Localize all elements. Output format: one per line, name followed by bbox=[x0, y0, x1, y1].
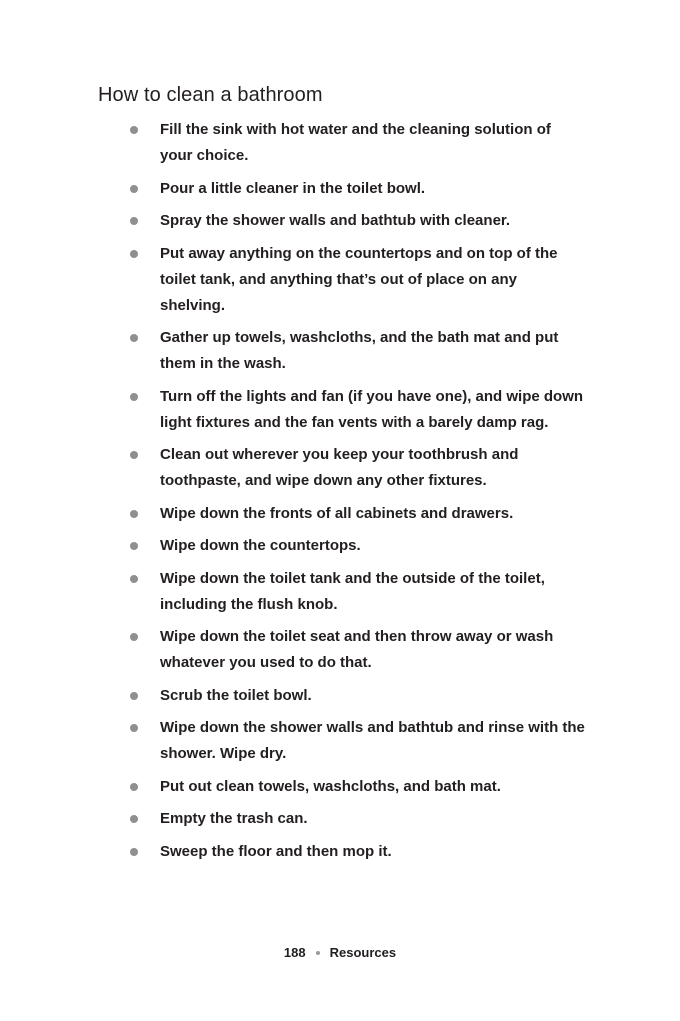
list-item bbox=[160, 839, 585, 865]
bullet-dot bbox=[130, 633, 138, 641]
list-item bbox=[160, 442, 585, 494]
page-footer bbox=[0, 943, 680, 963]
bullet-dot bbox=[130, 185, 138, 193]
list-item bbox=[160, 208, 585, 234]
list-item-text: Wipe down the toilet tank and the outside of the toilet, including the flush knob. bbox=[160, 569, 545, 613]
list-item bbox=[160, 241, 585, 319]
list-item-text: Put away anything on the countertops and on top of the toilet tank, and anything that’s out of place on any shelving. bbox=[160, 244, 558, 314]
bullet-dot bbox=[130, 815, 138, 823]
page-title: How to clean a bathroom bbox=[98, 84, 323, 106]
list-item-text: Clean out wherever you keep your toothbrush and toothpaste, and wipe down any other fixtures. bbox=[160, 446, 519, 489]
bullet-dot bbox=[130, 783, 138, 791]
bullet-dot bbox=[130, 334, 138, 342]
bullet-dot bbox=[130, 510, 138, 518]
list-item bbox=[160, 176, 585, 202]
list-item-text: Sweep the floor and then mop it. bbox=[160, 842, 392, 860]
page-number: 188 bbox=[283, 945, 306, 960]
bullet-dot bbox=[130, 250, 138, 258]
list-item bbox=[160, 325, 585, 377]
list-item bbox=[160, 566, 585, 618]
list-item bbox=[160, 774, 585, 800]
bullet-dot bbox=[130, 692, 138, 700]
list-item-text: Fill the sink with hot water and the cleaning solution of your choice. bbox=[160, 121, 551, 164]
list-item bbox=[160, 117, 585, 169]
list-item-text: Pour a little cleaner in the toilet bowl. bbox=[160, 179, 426, 197]
list-item bbox=[160, 683, 585, 709]
list-item-text: Wipe down the toilet seat and then throw away or wash whatever you used to do that. bbox=[160, 628, 554, 671]
bullet-dot bbox=[130, 393, 138, 401]
bullet-dot bbox=[130, 451, 138, 459]
list-item-text: Put out clean towels, washcloths, and bath mat. bbox=[160, 777, 501, 795]
list-item bbox=[160, 715, 585, 767]
list-item-text: Spray the shower walls and bathtub with cleaner. bbox=[160, 212, 511, 229]
bullet-dot bbox=[130, 217, 138, 225]
bullet-dot bbox=[130, 575, 138, 583]
list-item bbox=[160, 501, 585, 527]
cleaning-steps-list bbox=[160, 117, 585, 871]
list-item-text: Turn off the lights and fan (if you have one), and wipe down light fixtures and the fan vents with a barely damp rag. bbox=[160, 387, 584, 431]
bullet-dot bbox=[130, 542, 138, 550]
bullet-dot bbox=[130, 848, 138, 856]
list-item bbox=[160, 806, 585, 832]
list-item-text: Wipe down the shower walls and bathtub and rinse with the shower. Wipe dry. bbox=[160, 719, 585, 762]
bullet-dot bbox=[130, 724, 138, 732]
list-item bbox=[160, 384, 585, 436]
section-name: Resources bbox=[329, 945, 397, 960]
list-item-text: Gather up towels, washcloths, and the bath mat and put them in the wash. bbox=[160, 329, 559, 372]
footer-separator-dot bbox=[316, 951, 320, 955]
list-item-text: Scrub the toilet bowl. bbox=[160, 686, 312, 704]
list-item bbox=[160, 533, 585, 559]
list-item bbox=[160, 624, 585, 676]
bullet-dot bbox=[130, 126, 138, 134]
list-item-text: Empty the trash can. bbox=[160, 810, 308, 827]
list-item-text: Wipe down the fronts of all cabinets and drawers. bbox=[160, 504, 514, 522]
list-item-text: Wipe down the countertops. bbox=[160, 537, 361, 554]
